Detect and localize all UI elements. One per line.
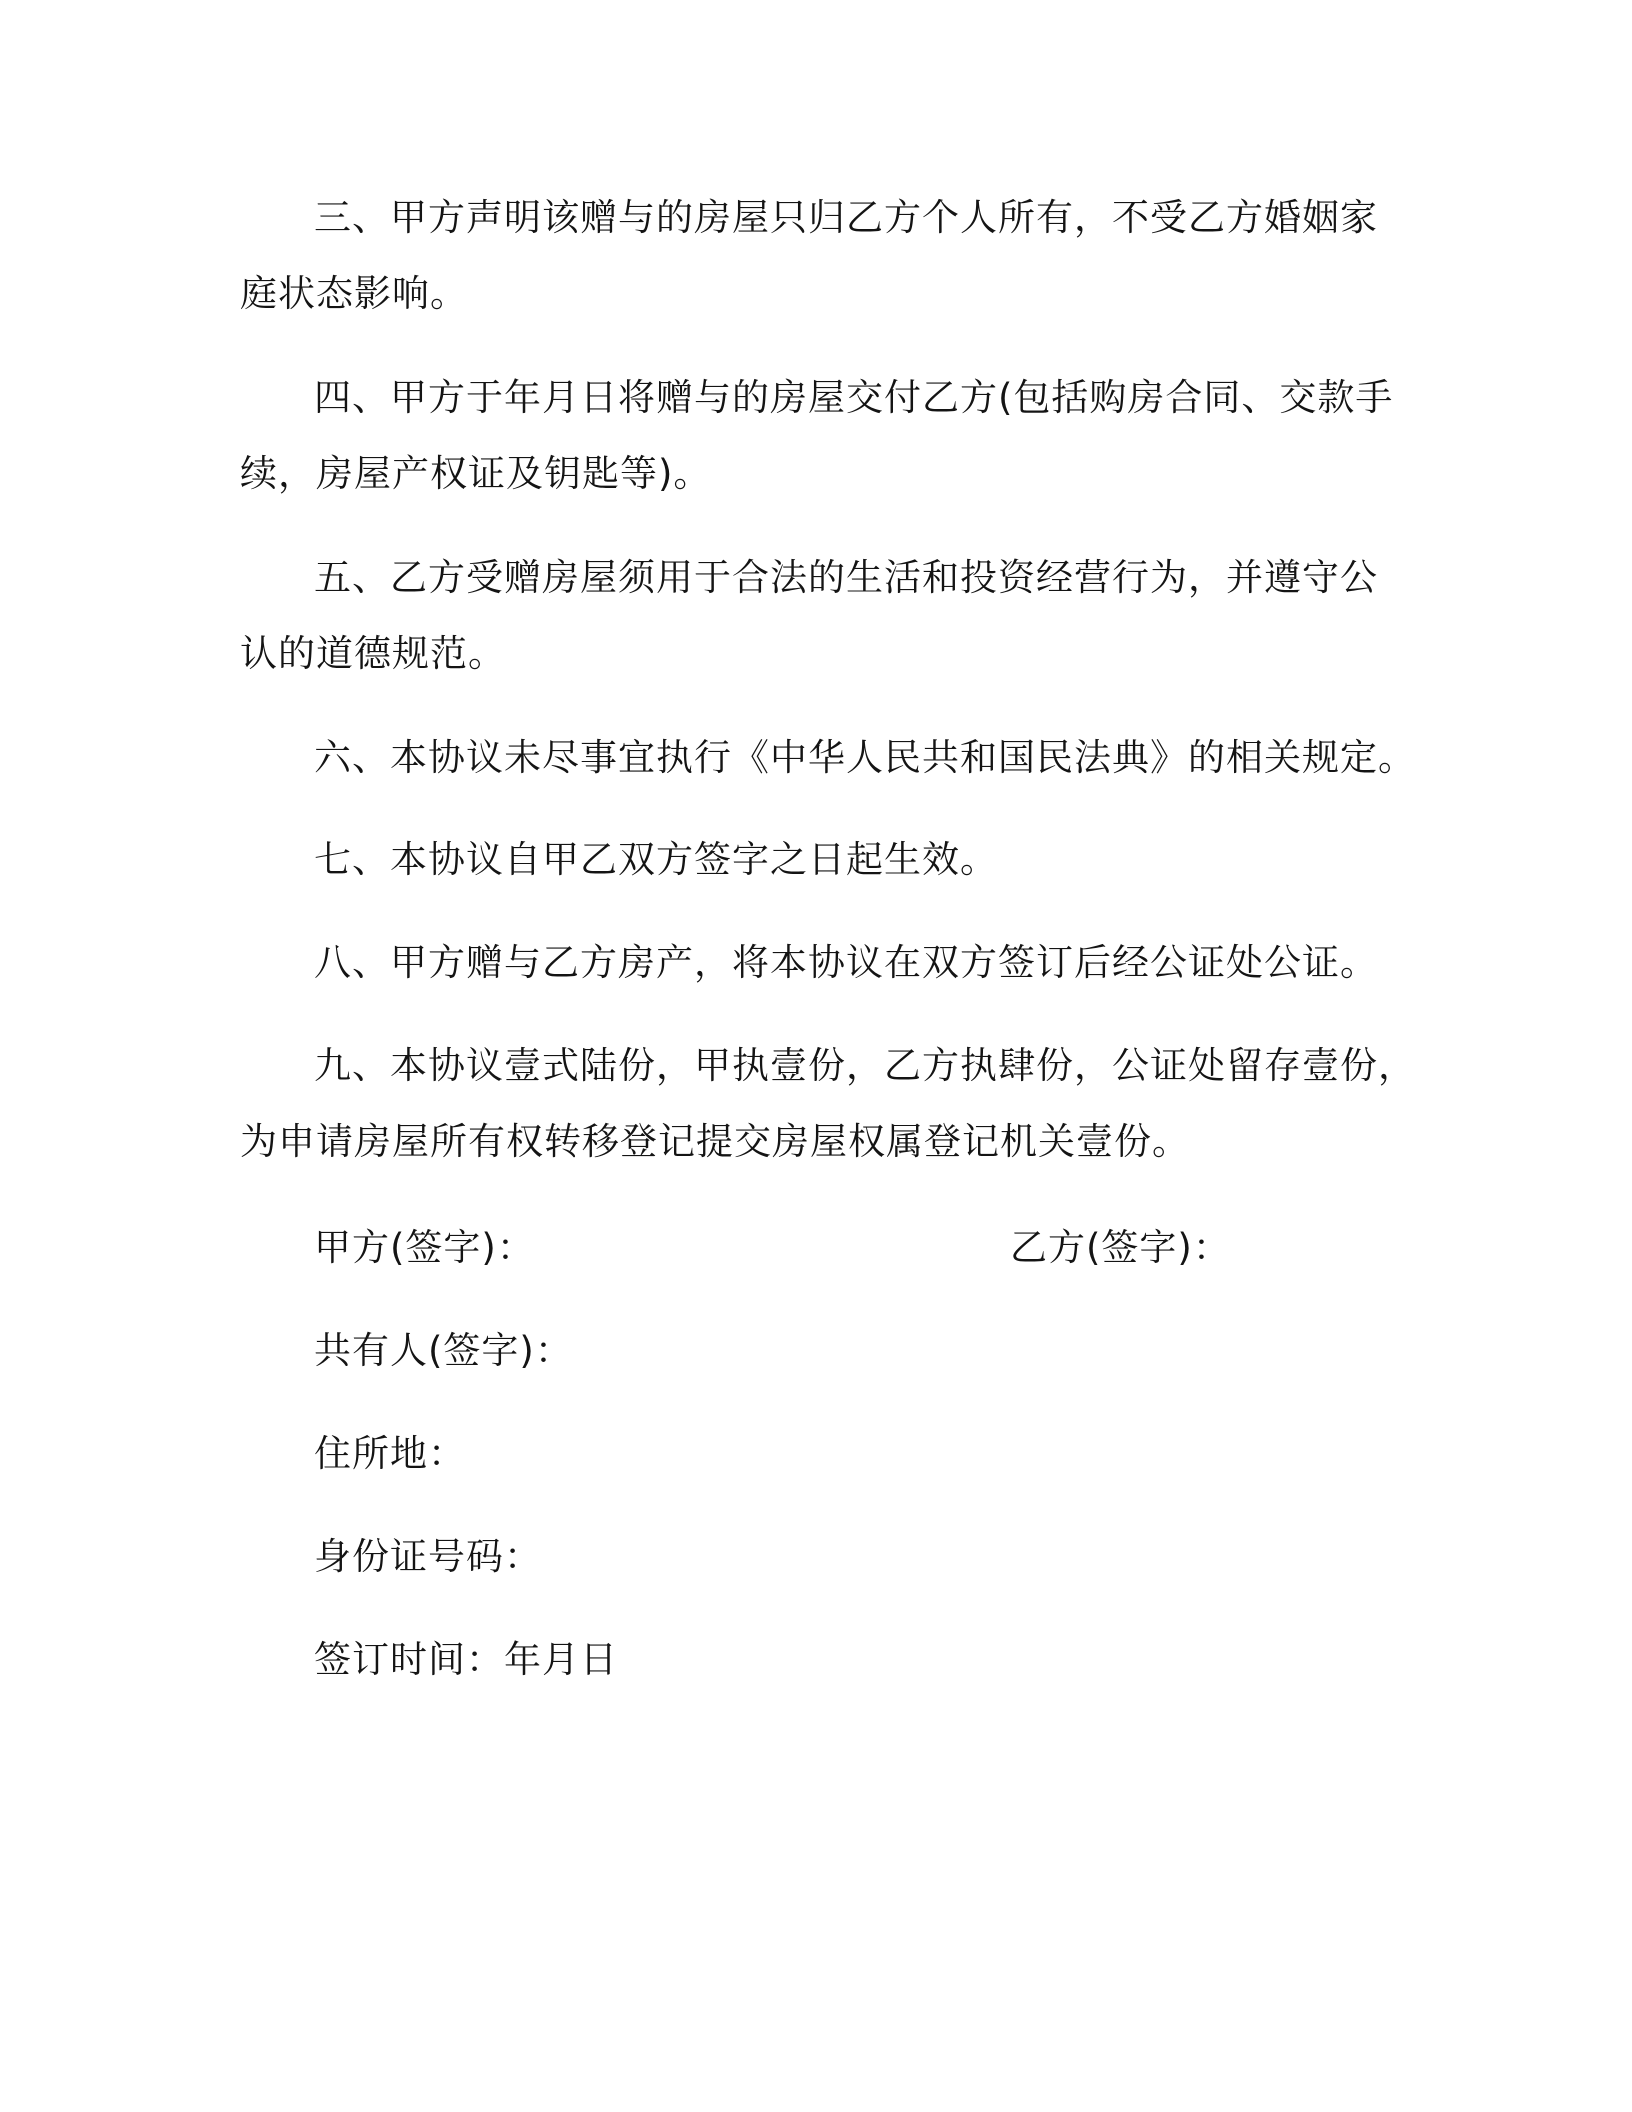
party-a-signature-label: 甲方(签字)： xyxy=(314,1226,535,1269)
clause-4-line-2: 续，房屋产权证及钥匙等)。 xyxy=(240,452,712,495)
clause-5 xyxy=(240,540,1390,692)
clause-8-line-1: 八、甲方赠与乙方房产，将本协议在双方签订后经公证处公证。 xyxy=(314,941,1378,984)
clause-5-line-1: 五、乙方受赠房屋须用于合法的生活和投资经营行为，并遵守公 xyxy=(314,556,1378,599)
id-number-label: 身份证号码： xyxy=(314,1535,542,1578)
clause-8 xyxy=(240,925,1390,1001)
sign-date-label: 签订时间：年月日 xyxy=(314,1638,618,1681)
clause-7 xyxy=(240,822,1390,898)
clause-3-line-2: 庭状态影响。 xyxy=(240,272,468,315)
party-b-signature-label: 乙方(签字)： xyxy=(1010,1226,1231,1269)
clause-4 xyxy=(240,360,1394,512)
clause-5-line-2: 认的道德规范。 xyxy=(240,632,506,675)
co-owner-signature-label: 共有人(签字)： xyxy=(314,1329,573,1372)
clause-9-line-1: 九、本协议壹式陆份，甲执壹份，乙方执肆份，公证处留存壹份， xyxy=(314,1044,1416,1087)
clause-4-line-1: 四、甲方于年月日将赠与的房屋交付乙方(包括购房合同、交款手 xyxy=(314,376,1394,419)
clause-6-line-1: 六、本协议未尽事宜执行《中华人民共和国民法典》的相关规定。 xyxy=(314,736,1416,779)
address-label: 住所地： xyxy=(314,1432,466,1475)
clause-3 xyxy=(240,180,1390,332)
clause-9-line-2: 为申请房屋所有权转移登记提交房屋权属登记机关壹份。 xyxy=(240,1120,1190,1163)
clause-3-line-1: 三、甲方声明该赠与的房屋只归乙方个人所有，不受乙方婚姻家 xyxy=(314,196,1378,239)
clause-7-line-1: 七、本协议自甲乙双方签字之日起生效。 xyxy=(314,838,998,881)
clause-9 xyxy=(240,1028,1416,1180)
clause-6 xyxy=(240,720,1416,796)
